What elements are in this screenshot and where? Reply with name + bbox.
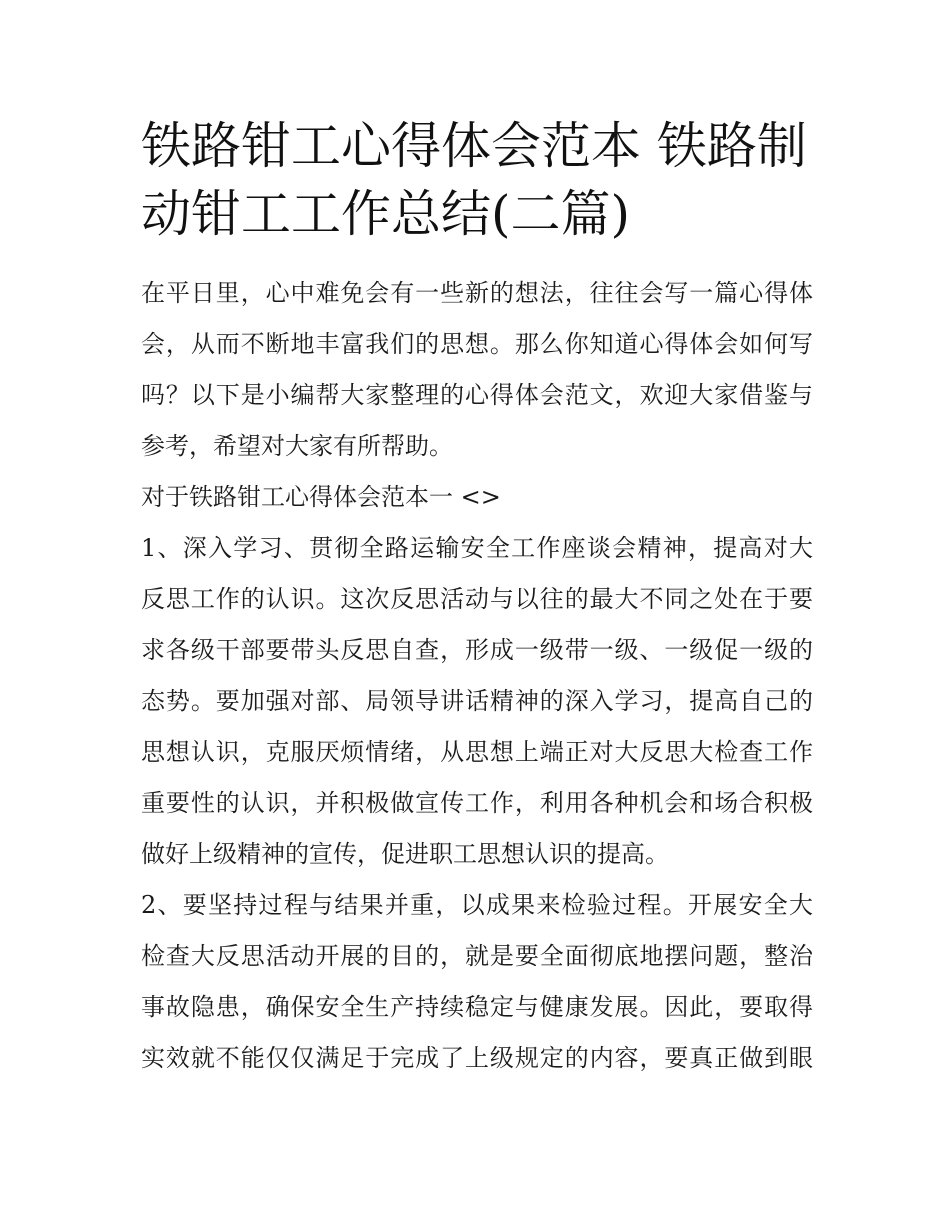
- item-1-line-5: 思想认识，克服厌烦情绪，从思想上端正对大反思大检查工作: [141, 738, 813, 766]
- item-1-paragraph: [141, 523, 813, 880]
- section-heading: [141, 472, 813, 523]
- title-line-2: 动钳工工作总结(二篇): [141, 185, 631, 243]
- intro-line-1: 在平日里，心中难免会有一些新的想法，往往会写一篇心得体: [141, 279, 813, 307]
- item-2-line-4: 实效就不能仅仅满足于完成了上级规定的内容，要真正做到眼: [141, 1044, 813, 1072]
- item-1-line-6: 重要性的认识，并积极做宣传工作，利用各种机会和场合积极: [141, 789, 813, 817]
- intro-paragraph: [141, 268, 813, 472]
- item-1-line-3: 求各级干部要带头反思自查，形成一级带一级、一级促一级的: [141, 636, 813, 664]
- intro-line-3: 吗？以下是小编帮大家整理的心得体会范文，欢迎大家借鉴与: [141, 381, 813, 409]
- item-1-line-4: 态势。要加强对部、局领导讲话精神的深入学习，提高自己的: [141, 687, 813, 715]
- item-1-line-2: 反思工作的认识。这次反思活动与以往的最大不同之处在于要: [141, 585, 813, 613]
- item-2-paragraph: [141, 880, 813, 1084]
- document-page: [141, 112, 813, 1084]
- item-1-line-1: 1、深入学习、贯彻全路运输安全工作座谈会精神，提高对大: [141, 534, 813, 562]
- document-body: [141, 268, 813, 1084]
- item-2-line-1: 2、要坚持过程与结果并重，以成果来检验过程。开展安全大: [141, 891, 813, 919]
- item-1-line-7: 做好上级精神的宣传，促进职工思想认识的提高。: [141, 840, 669, 868]
- intro-line-4: 参考，希望对大家有所帮助。: [141, 432, 453, 460]
- item-2-line-3: 事故隐患，确保安全生产持续稳定与健康发展。因此，要取得: [141, 993, 813, 1021]
- title-line-1: 铁路钳工心得体会范本 铁路制: [141, 117, 807, 175]
- section-heading-text: 对于铁路钳工心得体会范本一 <>: [141, 483, 501, 511]
- document-title: [141, 112, 813, 248]
- item-2-line-2: 检查大反思活动开展的目的，就是要全面彻底地摆问题，整治: [141, 942, 813, 970]
- intro-line-2: 会，从而不断地丰富我们的思想。那么你知道心得体会如何写: [141, 330, 813, 358]
